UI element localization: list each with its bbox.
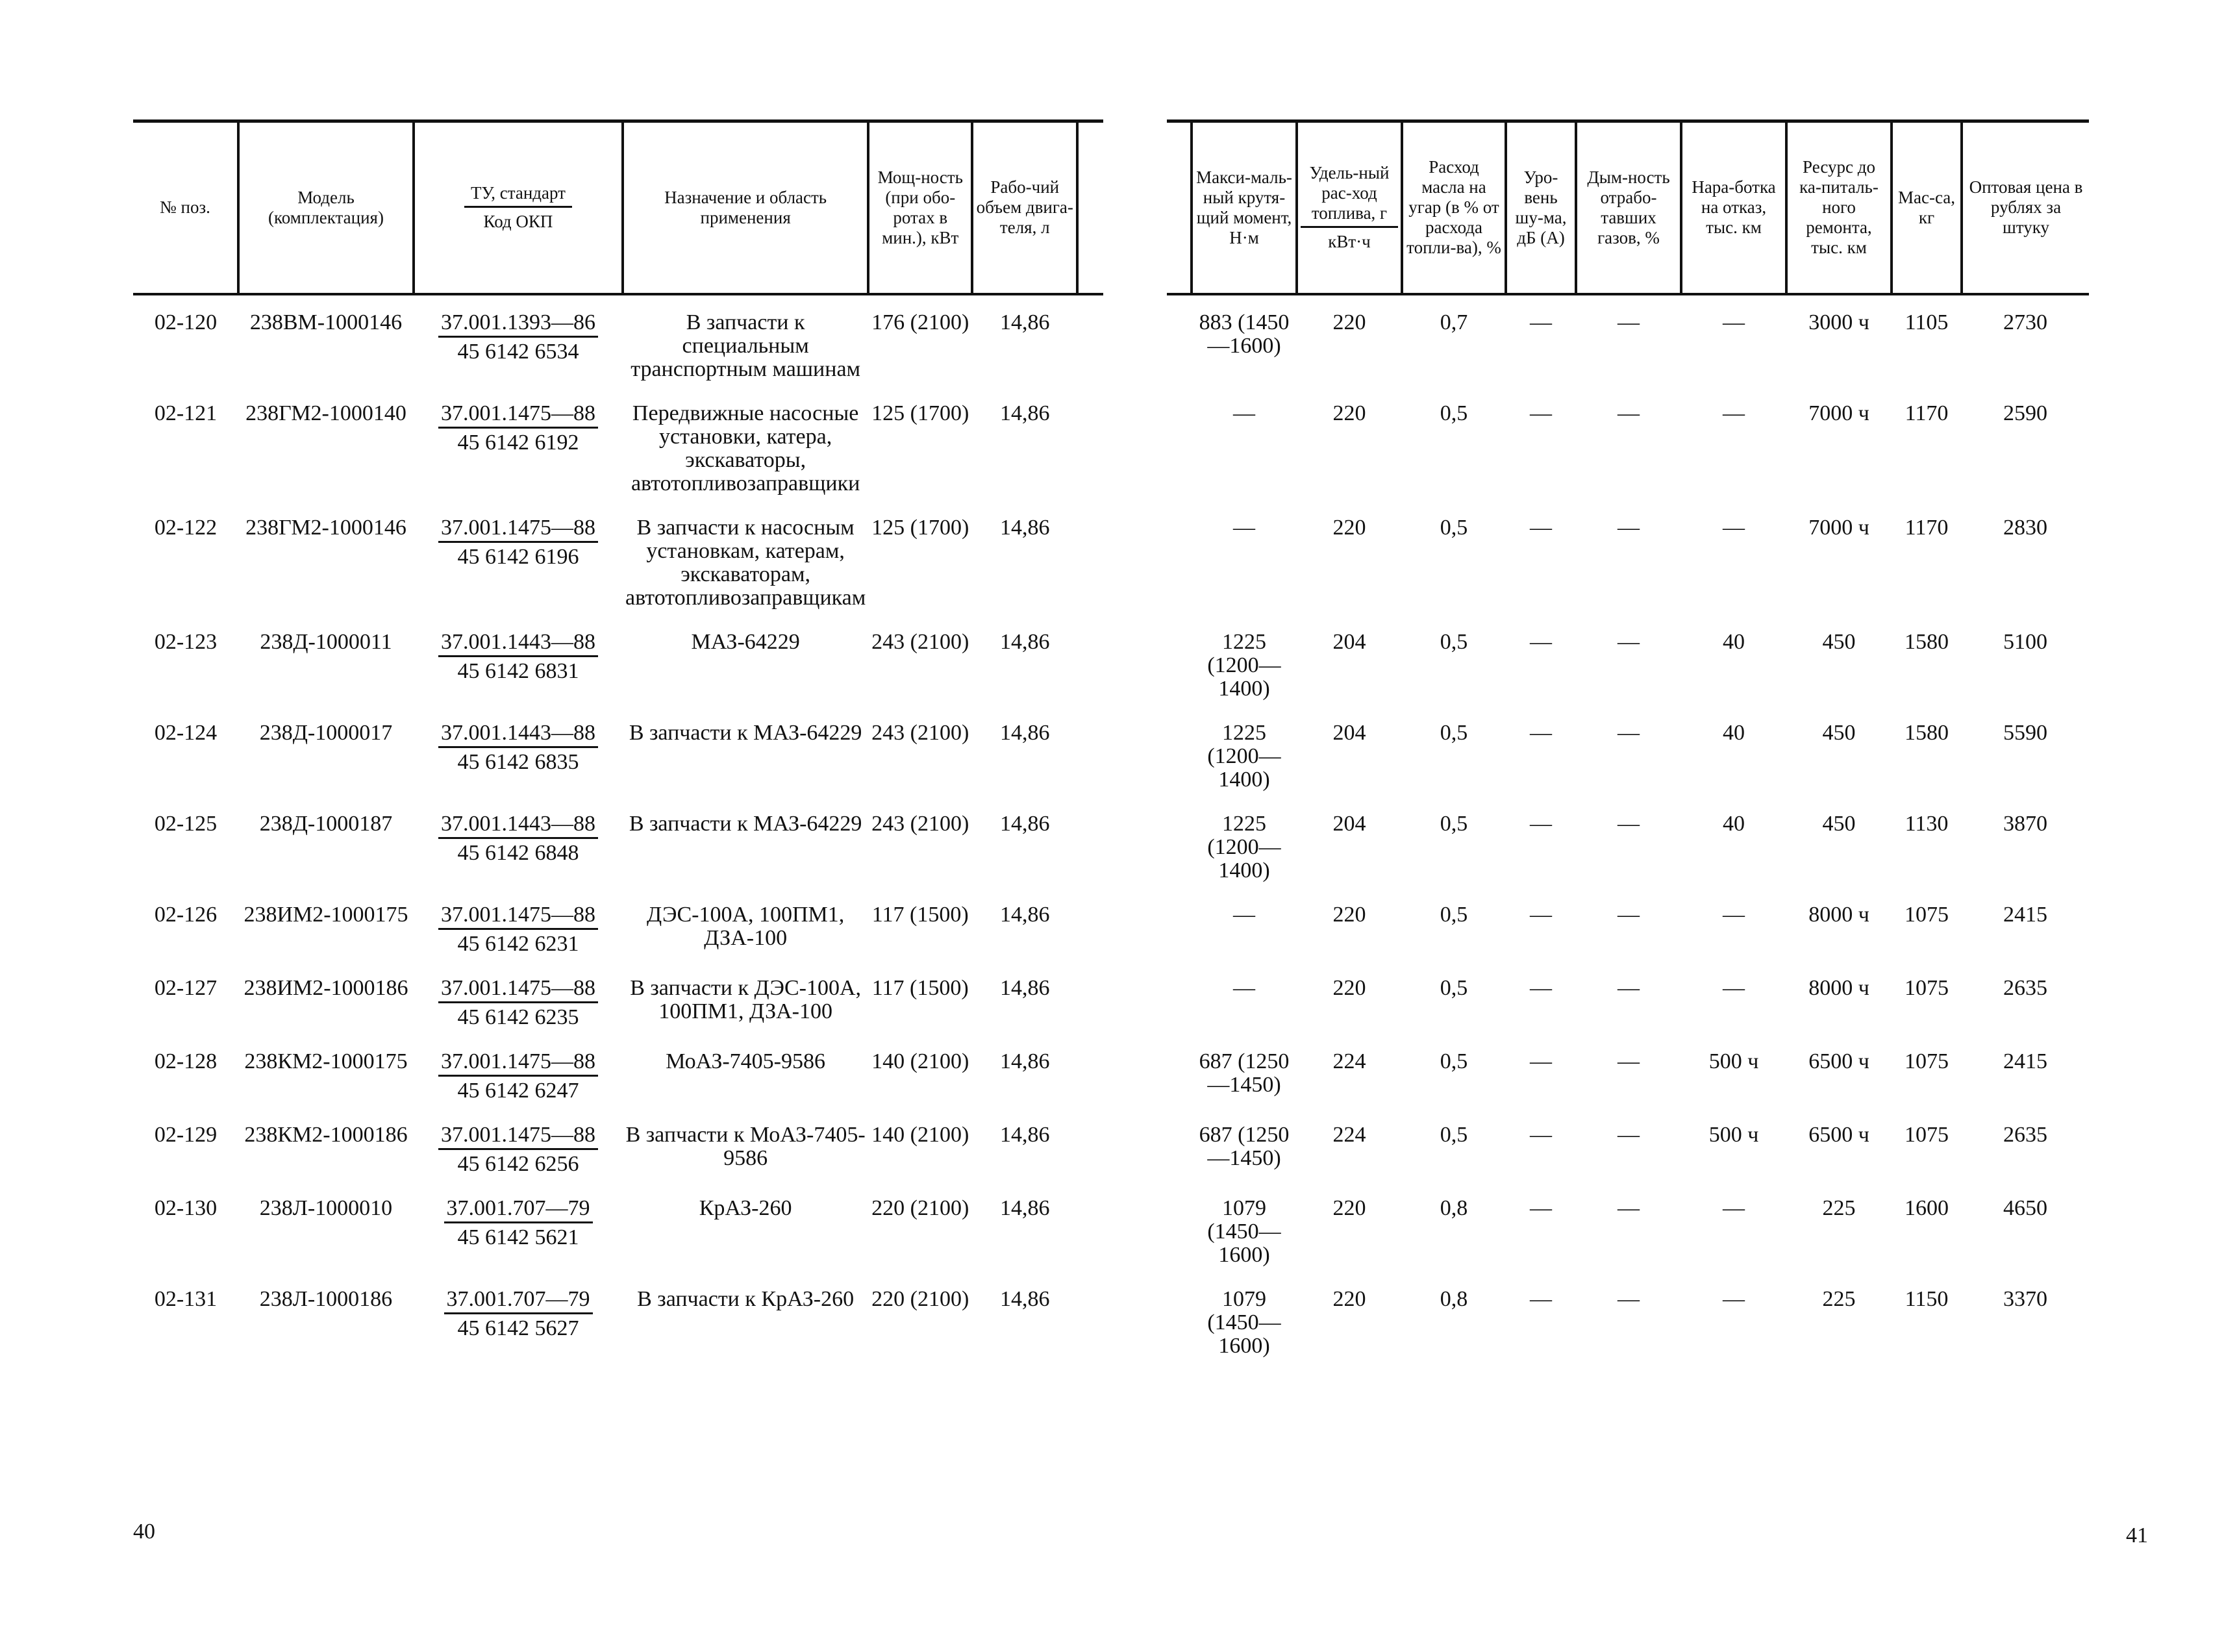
table-row (1167, 1108, 2089, 1181)
cell-torque: 1079 (1450—1600) (1207, 1286, 1281, 1358)
cell-mass: 1075 (1905, 1122, 1949, 1147)
cell-power: 176 (2100) (871, 310, 969, 334)
table-body-right (1167, 294, 2089, 1363)
cell-price: 3870 (2003, 811, 2047, 836)
cell-oil: 0,5 (1440, 515, 1468, 540)
cell-volume: 14,86 (1000, 1122, 1050, 1147)
cell-mtbf: 500 ч (1708, 1122, 1759, 1147)
cell-stub (1167, 961, 1192, 1034)
cell-tu-okp (414, 961, 623, 1034)
cell-mtbf: 40 (1723, 720, 1745, 745)
cell-pos: 02-120 (154, 310, 218, 334)
table-row (133, 1272, 1103, 1363)
cell-price: 2830 (2003, 515, 2047, 540)
cell-mass: 1075 (1905, 975, 1949, 1000)
cell-okp-code: 45 6142 5627 (457, 1316, 579, 1340)
cell-fuel: 204 (1332, 720, 1366, 745)
cell-stub (1077, 961, 1103, 1034)
cell-tu-standard: 37.001.1443—88 (438, 812, 598, 839)
cell-volume: 14,86 (1000, 811, 1050, 836)
cell-noise: — (1530, 1122, 1552, 1147)
cell-pos: 02-122 (154, 515, 218, 540)
header-tu (414, 121, 623, 294)
cell-model: 238КМ2-1000175 (244, 1049, 408, 1073)
cell-torque: 1225 (1200—1400) (1207, 629, 1281, 701)
header-price: Оптовая цена в рублях за штуку (1962, 121, 2089, 294)
header-continuation-stub (1167, 121, 1192, 294)
table-header-row (1167, 121, 2089, 294)
cell-price: 2415 (2003, 1049, 2047, 1073)
cell-tu-okp (414, 615, 623, 706)
cell-mtbf: — (1723, 975, 1745, 1000)
cell-model: 238Д-1000187 (259, 811, 393, 836)
cell-stub (1167, 501, 1192, 615)
cell-power: 140 (2100) (871, 1122, 969, 1147)
cell-resource: 225 (1822, 1195, 1856, 1220)
cell-stub (1077, 1181, 1103, 1272)
header-model: Модель (комплектация) (238, 121, 414, 294)
page-number: 41 (2126, 1523, 2148, 1547)
cell-resource: 450 (1822, 720, 1856, 745)
cell-model: 238Д-1000011 (260, 629, 392, 654)
cell-torque: — (1233, 975, 1255, 1000)
cell-torque: 1079 (1450—1600) (1207, 1195, 1281, 1267)
engine-table-left (133, 119, 1103, 1363)
cell-tu-standard: 37.001.1443—88 (438, 631, 598, 657)
cell-pos: 02-130 (154, 1195, 218, 1220)
cell-power: 220 (2100) (871, 1195, 969, 1220)
cell-purpose: КрАЗ-260 (699, 1195, 792, 1220)
cell-mass: 1105 (1905, 310, 1949, 334)
cell-purpose: В запчасти к МАЗ-64229 (629, 720, 862, 745)
cell-mass: 1600 (1905, 1195, 1949, 1220)
cell-tu-standard: 37.001.707—79 (444, 1197, 593, 1223)
cell-pos: 02-123 (154, 629, 218, 654)
cell-oil: 0,5 (1440, 1122, 1468, 1147)
cell-oil: 0,5 (1440, 902, 1468, 927)
table-row (1167, 1272, 2089, 1363)
cell-smoke: — (1618, 1286, 1640, 1311)
cell-noise: — (1530, 310, 1552, 334)
table-row (133, 501, 1103, 615)
header-continuation-stub (1077, 121, 1103, 294)
cell-pos: 02-127 (154, 975, 218, 1000)
cell-price: 2635 (2003, 975, 2047, 1000)
header-okp-code: Код ОКП (483, 212, 553, 232)
header-fuel-bottom: кВт·ч (1328, 232, 1371, 252)
cell-fuel: 220 (1332, 515, 1366, 540)
table-row (133, 1181, 1103, 1272)
cell-okp-code: 45 6142 6231 (457, 931, 579, 956)
cell-stub (1167, 706, 1192, 797)
cell-tu-okp (414, 706, 623, 797)
cell-smoke: — (1618, 515, 1640, 540)
cell-okp-code: 45 6142 6835 (457, 749, 579, 774)
cell-power: 117 (1500) (871, 975, 969, 1000)
cell-resource: 450 (1822, 811, 1856, 836)
cell-mtbf: — (1723, 310, 1745, 334)
cell-model: 238ВМ-1000146 (249, 310, 403, 334)
cell-smoke: — (1618, 629, 1640, 654)
cell-okp-code: 45 6142 6235 (457, 1005, 579, 1029)
cell-power: 220 (2100) (871, 1286, 969, 1311)
cell-noise: — (1530, 1195, 1552, 1220)
header-smoke: Дым-ность отрабо-тавших газов, % (1576, 121, 1681, 294)
cell-power: 125 (1700) (871, 515, 969, 540)
cell-torque: 687 (1250—1450) (1199, 1122, 1290, 1170)
cell-mtbf: — (1723, 1286, 1745, 1311)
cell-model: 238ИМ2-1000175 (244, 902, 408, 927)
cell-okp-code: 45 6142 6848 (457, 840, 579, 865)
table-row (133, 961, 1103, 1034)
cell-fuel: 220 (1332, 401, 1366, 425)
cell-mass: 1075 (1905, 902, 1949, 927)
cell-fuel: 224 (1332, 1122, 1366, 1147)
cell-price: 3370 (2003, 1286, 2047, 1311)
cell-purpose: МАЗ-64229 (691, 629, 800, 654)
cell-torque: — (1233, 401, 1255, 425)
cell-stub (1077, 386, 1103, 501)
cell-noise: — (1530, 720, 1552, 745)
table-row (1167, 294, 2089, 386)
cell-pos: 02-124 (154, 720, 218, 745)
cell-stub (1077, 501, 1103, 615)
cell-resource: 8000 ч (1808, 902, 1869, 927)
cell-stub (1167, 294, 1192, 386)
cell-volume: 14,86 (1000, 515, 1050, 540)
cell-pos: 02-128 (154, 1049, 218, 1073)
cell-smoke: — (1618, 401, 1640, 425)
header-purpose: Назначение и область применения (623, 121, 868, 294)
cell-mtbf: — (1723, 401, 1745, 425)
table-row (133, 294, 1103, 386)
cell-fuel: 220 (1332, 1195, 1366, 1220)
cell-price: 2635 (2003, 1122, 2047, 1147)
cell-price: 5100 (2003, 629, 2047, 654)
cell-torque: 1225 (1200—1400) (1207, 811, 1281, 882)
table-header-row (133, 121, 1103, 294)
cell-mass: 1580 (1905, 720, 1949, 745)
cell-fuel: 224 (1332, 1049, 1366, 1073)
cell-mtbf: 40 (1723, 629, 1745, 654)
cell-stub (1167, 1108, 1192, 1181)
cell-oil: 0,5 (1440, 401, 1468, 425)
cell-volume: 14,86 (1000, 401, 1050, 425)
cell-fuel: 220 (1332, 310, 1366, 334)
cell-price: 2590 (2003, 401, 2047, 425)
header-volume: Рабо-чий объем двига-теля, л (972, 121, 1077, 294)
cell-noise: — (1530, 811, 1552, 836)
cell-torque: 1225 (1200—1400) (1207, 720, 1281, 792)
cell-mtbf: — (1723, 902, 1745, 927)
cell-noise: — (1530, 515, 1552, 540)
cell-oil: 0,5 (1440, 975, 1468, 1000)
cell-resource: 3000 ч (1808, 310, 1869, 334)
table-row (133, 706, 1103, 797)
cell-torque: — (1233, 902, 1255, 927)
cell-noise: — (1530, 902, 1552, 927)
cell-mtbf: — (1723, 515, 1745, 540)
cell-tu-okp (414, 797, 623, 888)
cell-volume: 14,86 (1000, 629, 1050, 654)
cell-resource: 450 (1822, 629, 1856, 654)
header-power: Мощ-ность (при обо-ротах в мин.), кВт (868, 121, 972, 294)
cell-mass: 1580 (1905, 629, 1949, 654)
header-torque: Макси-маль-ный крутя-щий момент, Н·м (1192, 121, 1297, 294)
cell-tu-okp (414, 501, 623, 615)
cell-volume: 14,86 (1000, 975, 1050, 1000)
cell-model: 238Д-1000017 (259, 720, 393, 745)
table-row (1167, 1034, 2089, 1108)
cell-volume: 14,86 (1000, 310, 1050, 334)
cell-tu-standard: 37.001.1475—88 (438, 977, 598, 1003)
header-oil-consumption: Расход масла на угар (в % от расхода топли-ва), % (1402, 121, 1506, 294)
page-number: 40 (133, 1520, 155, 1544)
cell-pos: 02-129 (154, 1122, 218, 1147)
cell-oil: 0,5 (1440, 1049, 1468, 1073)
cell-resource: 8000 ч (1808, 975, 1869, 1000)
cell-stub (1077, 1272, 1103, 1363)
cell-smoke: — (1618, 1049, 1640, 1073)
cell-price: 2730 (2003, 310, 2047, 334)
cell-okp-code: 45 6142 6534 (457, 339, 579, 364)
cell-power: 117 (1500) (871, 902, 969, 927)
cell-power: 243 (2100) (871, 629, 969, 654)
cell-torque: 687 (1250—1450) (1199, 1049, 1290, 1097)
table-row (133, 797, 1103, 888)
cell-tu-okp (414, 1108, 623, 1181)
cell-resource: 7000 ч (1808, 401, 1869, 425)
cell-tu-okp (414, 1272, 623, 1363)
header-mtbf: Нара-ботка на отказ, тыс. км (1681, 121, 1786, 294)
cell-mass: 1075 (1905, 1049, 1949, 1073)
cell-stub (1167, 888, 1192, 961)
cell-tu-standard: 37.001.1475—88 (438, 1123, 598, 1150)
cell-stub (1167, 1272, 1192, 1363)
header-fuel-consumption (1297, 121, 1402, 294)
cell-smoke: — (1618, 902, 1640, 927)
table-row (1167, 615, 2089, 706)
cell-okp-code: 45 6142 6247 (457, 1078, 579, 1103)
table-row (1167, 1181, 2089, 1272)
cell-okp-code: 45 6142 5621 (457, 1225, 579, 1249)
table-row (133, 615, 1103, 706)
cell-model: 238ГМ2-1000140 (245, 401, 406, 425)
cell-purpose: В запчасти к КрАЗ-260 (637, 1286, 855, 1311)
cell-stub (1077, 615, 1103, 706)
cell-mtbf: 500 ч (1708, 1049, 1759, 1073)
cell-pos: 02-121 (154, 401, 218, 425)
cell-tu-standard: 37.001.1475—88 (438, 516, 598, 543)
table-row (1167, 961, 2089, 1034)
cell-mass: 1150 (1905, 1286, 1949, 1311)
header-noise-level: Уро-вень шу-ма, дБ (А) (1506, 121, 1576, 294)
cell-tu-standard: 37.001.1475—88 (438, 402, 598, 429)
cell-noise: — (1530, 629, 1552, 654)
cell-pos: 02-131 (154, 1286, 218, 1311)
cell-resource: 6500 ч (1808, 1122, 1869, 1147)
cell-stub (1167, 1181, 1192, 1272)
cell-fuel: 220 (1332, 975, 1366, 1000)
cell-price: 5590 (2003, 720, 2047, 745)
cell-power: 243 (2100) (871, 720, 969, 745)
cell-noise: — (1530, 1286, 1552, 1311)
cell-stub (1167, 615, 1192, 706)
table-row (133, 1034, 1103, 1108)
cell-resource: 7000 ч (1808, 515, 1869, 540)
table-row (1167, 386, 2089, 501)
cell-okp-code: 45 6142 6831 (457, 658, 579, 683)
cell-stub (1167, 797, 1192, 888)
cell-smoke: — (1618, 720, 1640, 745)
cell-purpose: В запчасти к МАЗ-64229 (629, 811, 862, 836)
cell-stub (1077, 706, 1103, 797)
cell-purpose: ДЭС-100А, 100ПМ1, ДЗА-100 (646, 902, 845, 950)
engine-table-right (1167, 119, 2089, 1363)
cell-smoke: — (1618, 1122, 1640, 1147)
table-row (133, 386, 1103, 501)
cell-fuel: 204 (1332, 629, 1366, 654)
cell-model: 238Л-1000186 (259, 1286, 393, 1311)
cell-volume: 14,86 (1000, 902, 1050, 927)
cell-mtbf: 40 (1723, 811, 1745, 836)
cell-stub (1077, 1108, 1103, 1181)
cell-tu-okp (414, 1181, 623, 1272)
cell-mass: 1130 (1905, 811, 1949, 836)
cell-tu-standard: 37.001.1475—88 (438, 903, 598, 930)
cell-oil: 0,8 (1440, 1286, 1468, 1311)
cell-volume: 14,86 (1000, 1195, 1050, 1220)
cell-oil: 0,5 (1440, 720, 1468, 745)
cell-tu-standard: 37.001.1475—88 (438, 1050, 598, 1077)
cell-pos: 02-126 (154, 902, 218, 927)
cell-stub (1077, 1034, 1103, 1108)
cell-fuel: 220 (1332, 902, 1366, 927)
cell-oil: 0,8 (1440, 1195, 1468, 1220)
cell-oil: 0,5 (1440, 629, 1468, 654)
cell-stub (1077, 888, 1103, 961)
cell-model: 238ГМ2-1000146 (245, 515, 406, 540)
cell-smoke: — (1618, 975, 1640, 1000)
cell-torque: 883 (1450—1600) (1199, 310, 1290, 358)
cell-tu-standard: 37.001.1393—86 (438, 311, 598, 338)
cell-power: 125 (1700) (871, 401, 969, 425)
cell-okp-code: 45 6142 6192 (457, 430, 579, 455)
cell-model: 238Л-1000010 (259, 1195, 393, 1220)
cell-resource: 6500 ч (1808, 1049, 1869, 1073)
table-row (1167, 888, 2089, 961)
cell-noise: — (1530, 401, 1552, 425)
table-body-left (133, 294, 1103, 1363)
cell-pos: 02-125 (154, 811, 218, 836)
cell-stub (1167, 1034, 1192, 1108)
cell-purpose: В запчасти к специальным транспортным машинам (631, 310, 861, 381)
cell-purpose: Передвижные насосные установки, катера, экскаваторы, автотопливозаправщики (631, 401, 860, 495)
cell-oil: 0,7 (1440, 310, 1468, 334)
cell-tu-standard: 37.001.707—79 (444, 1288, 593, 1314)
cell-stub (1077, 797, 1103, 888)
cell-noise: — (1530, 975, 1552, 1000)
cell-smoke: — (1618, 1195, 1640, 1220)
cell-model: 238КМ2-1000186 (244, 1122, 408, 1147)
header-mass: Мас-са, кг (1892, 121, 1962, 294)
right-page (1112, 0, 2224, 1652)
cell-model: 238ИМ2-1000186 (244, 975, 408, 1000)
cell-power: 140 (2100) (871, 1049, 969, 1073)
cell-purpose: В запчасти к МоАЗ-7405-9586 (625, 1122, 866, 1170)
cell-mtbf: — (1723, 1195, 1745, 1220)
cell-purpose: В запчасти к ДЭС-100А, 100ПМ1, ДЗА-100 (630, 975, 862, 1023)
cell-mass: 1170 (1905, 515, 1949, 540)
cell-tu-okp (414, 1034, 623, 1108)
cell-purpose: МоАЗ-7405-9586 (666, 1049, 826, 1073)
table-row (1167, 501, 2089, 615)
cell-okp-code: 45 6142 6196 (457, 544, 579, 569)
header-resource: Ресурс до ка-питаль-ного ремонта, тыс. км (1786, 121, 1892, 294)
cell-fuel: 204 (1332, 811, 1366, 836)
cell-tu-okp (414, 294, 623, 386)
cell-tu-standard: 37.001.1443—88 (438, 721, 598, 748)
table-row (133, 888, 1103, 961)
cell-purpose: В запчасти к насосным установкам, катерам, экскаваторам, автотопливозаправщикам (625, 515, 866, 610)
table-row (1167, 706, 2089, 797)
cell-fuel: 220 (1332, 1286, 1366, 1311)
cell-oil: 0,5 (1440, 811, 1468, 836)
cell-smoke: — (1618, 310, 1640, 334)
cell-price: 4650 (2003, 1195, 2047, 1220)
cell-smoke: — (1618, 811, 1640, 836)
cell-mass: 1170 (1905, 401, 1949, 425)
cell-noise: — (1530, 1049, 1552, 1073)
cell-volume: 14,86 (1000, 1286, 1050, 1311)
cell-volume: 14,86 (1000, 720, 1050, 745)
cell-torque: — (1233, 515, 1255, 540)
cell-tu-okp (414, 888, 623, 961)
header-pos: № поз. (133, 121, 238, 294)
cell-tu-okp (414, 386, 623, 501)
table-row (1167, 797, 2089, 888)
header-fuel-top: Удель-ный рас-ход топлива, г (1301, 163, 1398, 228)
cell-stub (1077, 294, 1103, 386)
cell-volume: 14,86 (1000, 1049, 1050, 1073)
cell-okp-code: 45 6142 6256 (457, 1151, 579, 1176)
table-row (133, 1108, 1103, 1181)
cell-power: 243 (2100) (871, 811, 969, 836)
header-tu-standard: ТУ, стандарт (464, 183, 572, 208)
cell-stub (1167, 386, 1192, 501)
cell-price: 2415 (2003, 902, 2047, 927)
cell-resource: 225 (1822, 1286, 1856, 1311)
